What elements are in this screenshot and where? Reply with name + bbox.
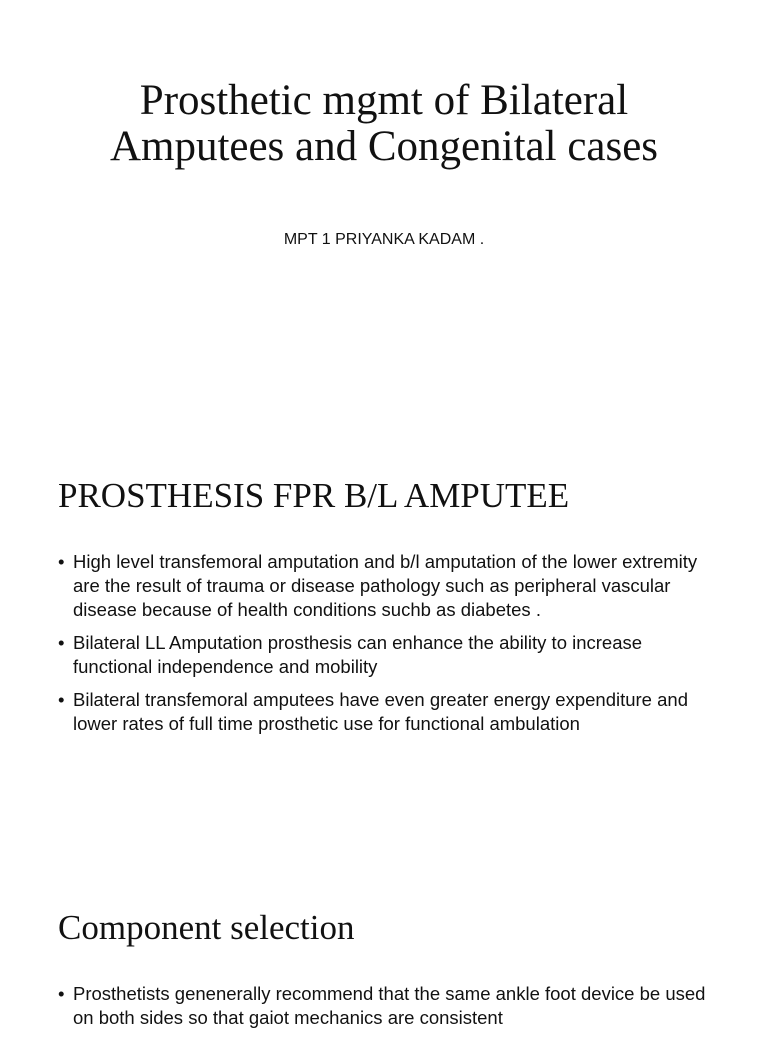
bullet-item: [58, 631, 718, 679]
slide-heading: PROSTHESIS FPR B/L AMPUTEE: [58, 476, 570, 515]
presentation-title: Prosthetic mgmt of Bilateral Amputees and Congenital cases: [109, 77, 659, 170]
slide-component-selection: [0, 864, 768, 1028]
bullet-list: [58, 982, 718, 1039]
bullet-marker: •: [58, 983, 65, 1004]
bullet-text: Prosthetists genenerally recommend that the same ankle foot device be used on both sides so that gaiot mechanics are consistent: [73, 983, 706, 1028]
bullet-marker: •: [58, 551, 65, 572]
bullet-marker: •: [58, 689, 65, 710]
bullet-list: [58, 550, 718, 745]
bullet-item: [58, 688, 718, 736]
bullet-text: Bilateral LL Amputation prosthesis can enhance the ability to increase functional independence and mobility: [73, 632, 643, 677]
slide-heading: Component selection: [58, 908, 355, 947]
bullet-text: Bilateral transfemoral amputees have even greater energy expenditure and lower rates of full time prosthetic use for functional ambulation: [73, 689, 688, 734]
presentation-subtitle: MPT 1 PRIYANKA KADAM .: [283, 231, 485, 248]
slide-prosthesis-bl-amputee: [0, 432, 768, 865]
bullet-text: High level transfemoral amputation and b/l amputation of the lower extremity are the result of trauma or disease pathology such as peripheral vascular disease because of health conditions suchb as diabetes .: [73, 551, 698, 620]
bullet-marker: •: [58, 632, 65, 653]
bullet-item: [58, 982, 718, 1030]
bullet-item: [58, 550, 718, 622]
slide-title: [0, 0, 768, 433]
